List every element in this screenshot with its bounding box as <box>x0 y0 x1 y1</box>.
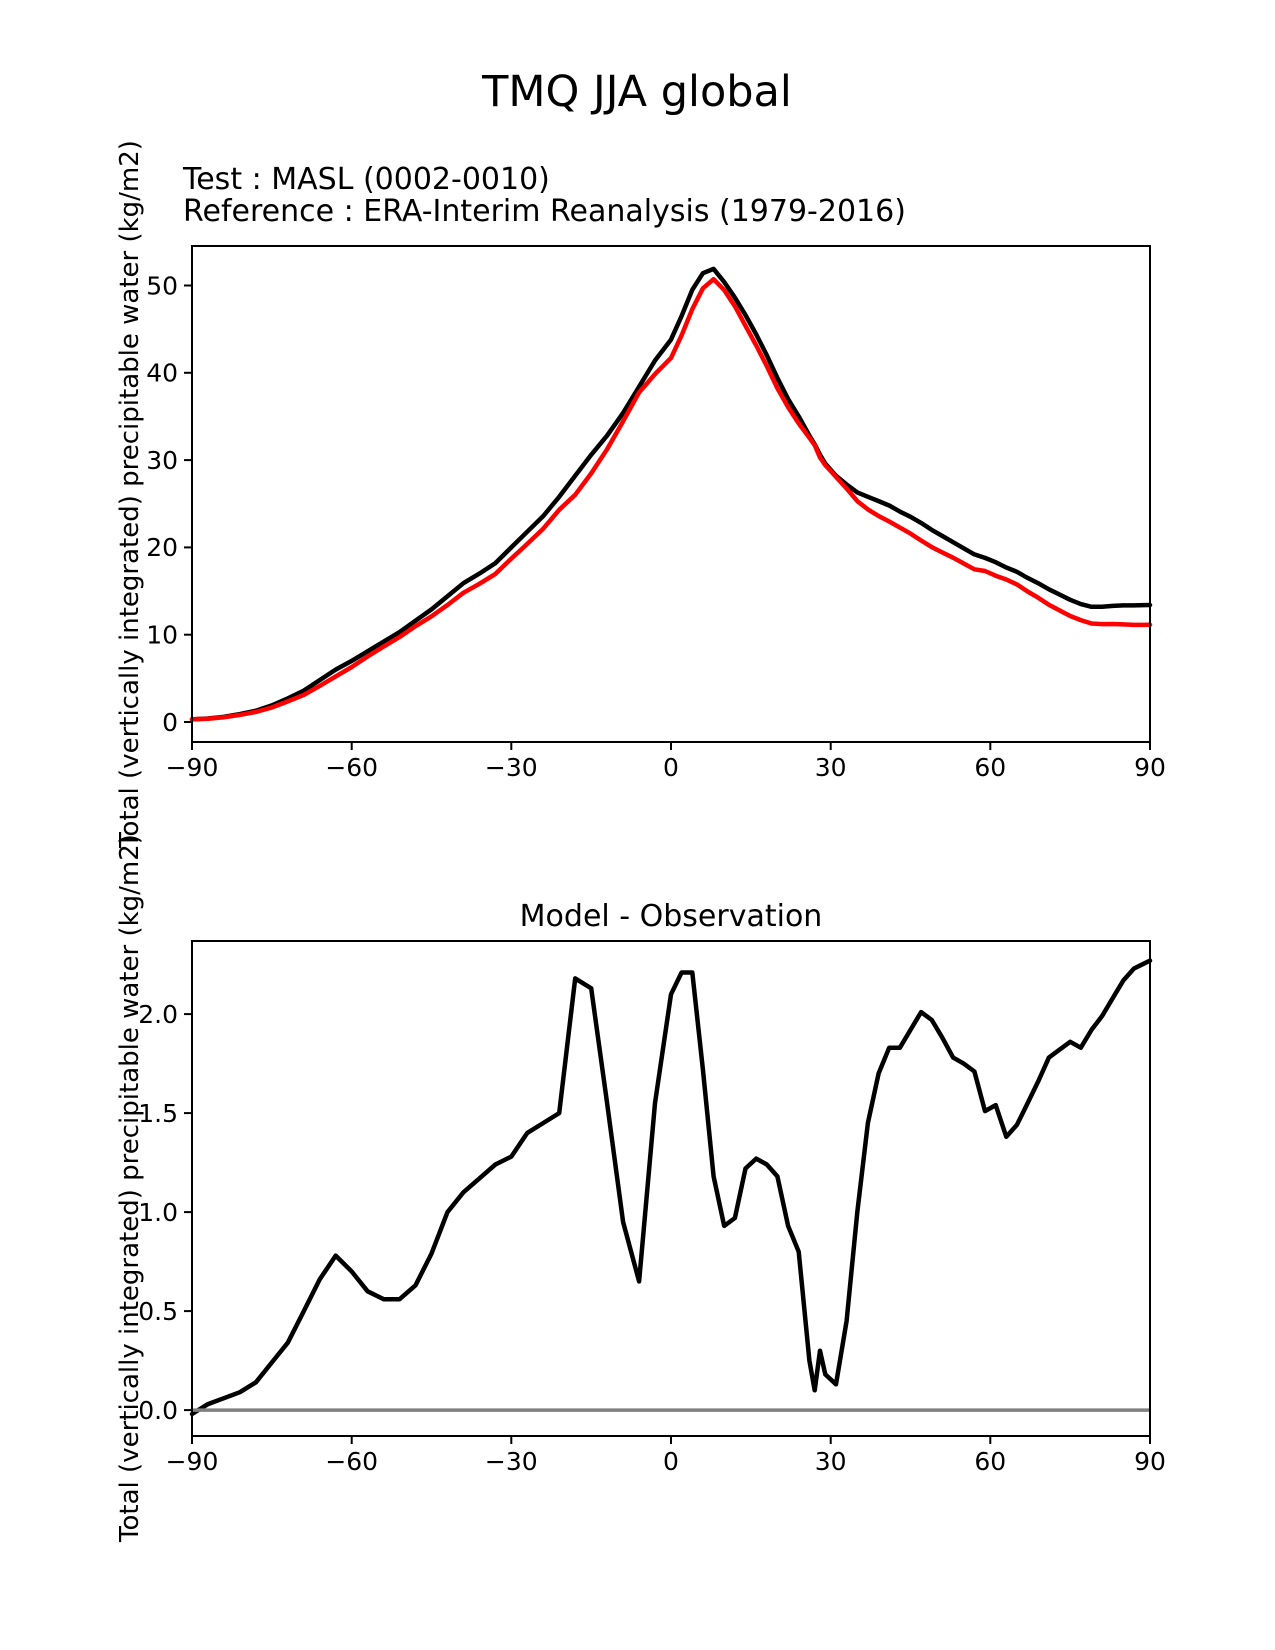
difference-line <box>192 961 1150 1414</box>
x-tick-label: 30 <box>814 753 847 782</box>
top-chart <box>146 246 1166 782</box>
y-tick-label: 40 <box>146 358 178 388</box>
y-tick-label: 0.5 <box>138 1296 178 1326</box>
x-tick-label: 30 <box>814 1447 847 1476</box>
x-tick-label: −90 <box>165 753 219 782</box>
y-tick-label: 2.0 <box>138 999 178 1029</box>
x-tick-label: 60 <box>974 753 1007 782</box>
y-tick-label: 30 <box>146 445 178 475</box>
x-tick-label: −60 <box>325 1447 379 1476</box>
y-tick-label: 0 <box>162 707 178 737</box>
test-line <box>192 269 1150 720</box>
test-annotation: Test : MASL (0002-0010) <box>183 162 550 197</box>
x-tick-label: 0 <box>663 1447 679 1476</box>
x-tick-label: −30 <box>484 753 538 782</box>
x-tick-label: −60 <box>325 753 379 782</box>
axes-spines <box>192 941 1150 1436</box>
x-tick-label: 60 <box>974 1447 1007 1476</box>
x-tick-label: −90 <box>165 1447 219 1476</box>
bottom-chart-y-axis-label: Total (vertically integrated) precipitable water (kg/m2) <box>115 834 145 1542</box>
reference-annotation: Reference : ERA-Interim Reanalysis (1979-2016) <box>183 194 906 229</box>
bottom-chart <box>138 941 1166 1476</box>
y-tick-label: 1.5 <box>138 1098 178 1128</box>
top-chart-y-axis-label: Total (vertically integrated) precipitable water (kg/m2) <box>115 140 145 848</box>
y-tick-label: 20 <box>146 533 178 563</box>
x-tick-label: 0 <box>663 753 679 782</box>
y-tick-label: 50 <box>146 271 178 301</box>
y-tick-label: 0.0 <box>138 1395 178 1425</box>
y-tick-label: 1.0 <box>138 1197 178 1227</box>
x-tick-label: −30 <box>484 1447 538 1476</box>
y-tick-label: 10 <box>146 620 178 650</box>
x-tick-label: 90 <box>1134 1447 1166 1476</box>
reference-line <box>192 279 1150 719</box>
figure-title: TMQ JJA global <box>482 67 792 117</box>
x-tick-label: 90 <box>1134 753 1166 782</box>
bottom-chart-title: Model - Observation <box>519 899 823 934</box>
